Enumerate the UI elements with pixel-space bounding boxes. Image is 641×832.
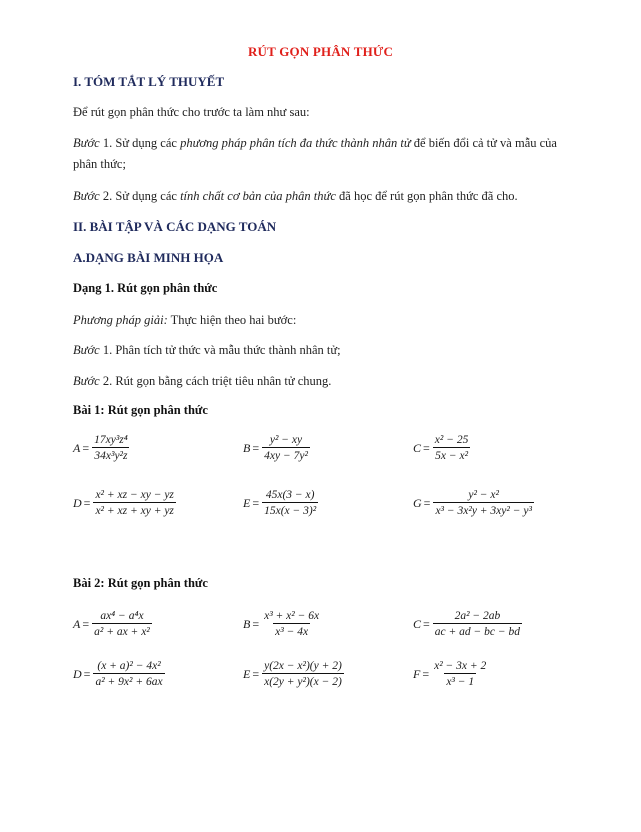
step-text: 1. Phân tích tử thức và mẫu thức thành nhân tử; — [99, 343, 341, 357]
denominator: x³ − 4x — [273, 623, 310, 638]
step-text: 2. Rút gọn bằng cách triệt tiêu nhân tử chung. — [99, 374, 332, 388]
denominator: a² + 9x² + 6ax — [93, 673, 164, 688]
eq-sign: = — [252, 616, 260, 631]
bai-1-heading: Bài 1: Rút gọn phân thức — [73, 403, 208, 417]
expr-name: B — [243, 440, 251, 455]
expr-name: A — [73, 440, 81, 455]
numerator: x³ + x² − 6x — [264, 610, 320, 622]
fraction — [262, 610, 321, 638]
denominator: 4xy − 7y² — [262, 447, 310, 462]
numerator: y² − xy — [269, 434, 303, 446]
bai2-expr-A — [73, 610, 152, 638]
step-label: Bước — [73, 343, 100, 357]
fraction — [92, 434, 130, 462]
denominator: x(2y + y²)(x − 2) — [262, 673, 344, 688]
step-italic: phương pháp phân tích đa thức thành nhân tử — [180, 136, 411, 150]
expr-name: D — [73, 666, 82, 681]
bai2-expr-C — [413, 610, 522, 638]
step-label: Bước — [73, 374, 100, 388]
expr-name: F — [413, 666, 421, 681]
step-text-line2: phân thức; — [73, 157, 126, 171]
numerator: x² − 25 — [434, 434, 469, 446]
denominator: x³ − 3x²y + 3xy² − y³ — [433, 502, 533, 517]
dang-1-heading: Dạng 1. Rút gọn phân thức — [73, 281, 218, 295]
numerator: 17xy³z⁴ — [94, 434, 128, 446]
fraction — [93, 660, 164, 688]
step-text-rest: đã học để rút gọn phân thức đã cho. — [335, 189, 518, 203]
expr-name: B — [243, 616, 251, 631]
fraction — [92, 610, 152, 638]
numerator: x² + xz − xy − yz — [95, 489, 174, 501]
eq-sign: = — [423, 495, 431, 510]
fraction — [433, 489, 533, 517]
numerator: 2a² − 2ab — [454, 610, 501, 622]
bai2-expr-E — [243, 660, 344, 688]
section-heading-theory: I. TÓM TẮT LÝ THUYẾT — [73, 74, 225, 89]
eq-sign: = — [252, 666, 260, 681]
bai1-expr-E — [243, 489, 318, 517]
method-step-1 — [73, 340, 573, 361]
step-label: Bước — [73, 136, 100, 150]
intro-text: Để rút gọn phân thức cho trước ta làm như sau: — [73, 105, 310, 119]
method-text — [73, 310, 573, 331]
method-rest: Thực hiện theo hai bước: — [167, 313, 297, 327]
numerator: 45x(3 − x) — [265, 489, 315, 501]
denominator: a² + ax + x² — [92, 623, 152, 638]
fraction — [93, 489, 175, 517]
section-heading-exercises: II. BÀI TẬP VÀ CÁC DẠNG TOÁN — [73, 219, 277, 234]
theory-step-2 — [73, 186, 573, 207]
denominator: 15x(x − 3)² — [262, 502, 318, 517]
eq-sign: = — [82, 440, 90, 455]
bai1-expr-C — [413, 434, 470, 462]
expr-name: D — [73, 495, 82, 510]
subheading-examples: A.DẠNG BÀI MINH HỌA — [73, 250, 224, 265]
eq-sign: = — [252, 495, 260, 510]
step-label: Bước — [73, 189, 100, 203]
bai2-expr-F — [413, 660, 488, 688]
bai1-expr-B — [243, 434, 310, 462]
fraction — [433, 610, 522, 638]
step-text: 2. Sử dụng các — [99, 189, 181, 203]
eq-sign: = — [423, 440, 430, 455]
bai2-expr-B — [243, 610, 321, 638]
numerator: x² − 3x + 2 — [434, 660, 487, 672]
bai-2-heading: Bài 2: Rút gọn phân thức — [73, 576, 208, 590]
denominator: x³ − 1 — [444, 673, 476, 688]
denominator: x² + xz + xy + yz — [93, 502, 175, 517]
eq-sign: = — [252, 440, 260, 455]
step-italic: tính chất cơ bản của phân thức — [180, 189, 336, 203]
fraction — [262, 434, 310, 462]
fraction — [432, 660, 488, 688]
numerator: ax⁴ − a⁴x — [100, 610, 144, 622]
eq-sign: = — [83, 495, 91, 510]
fraction — [262, 489, 318, 517]
method-label: Phương pháp giải: — [73, 313, 168, 327]
expr-name: G — [413, 495, 422, 510]
fraction — [262, 660, 344, 688]
expr-name: E — [243, 666, 251, 681]
eq-sign: = — [83, 666, 91, 681]
step-text-rest: để biến đổi cả tử và mẫu của — [410, 136, 557, 150]
denominator: 34x³y²z — [92, 447, 129, 462]
step-text: 1. Sử dụng các — [99, 136, 181, 150]
method-step-2 — [73, 371, 573, 392]
bai2-expr-D — [73, 660, 165, 688]
eq-sign: = — [423, 616, 430, 631]
numerator: y(2x − x²)(y + 2) — [264, 660, 342, 672]
numerator: (x + a)² − 4x² — [97, 660, 161, 672]
numerator: y² − x² — [468, 489, 499, 501]
bai1-expr-G — [413, 489, 534, 517]
eq-sign: = — [82, 616, 90, 631]
theory-step-1 — [73, 133, 573, 175]
expr-name: A — [73, 616, 81, 631]
expr-name: C — [413, 440, 422, 455]
expr-name: C — [413, 616, 422, 631]
bai1-expr-A — [73, 434, 130, 462]
bai1-expr-D — [73, 489, 176, 517]
denominator: ac + ad − bc − bd — [433, 623, 522, 638]
expr-name: E — [243, 495, 251, 510]
eq-sign: = — [422, 666, 430, 681]
fraction — [433, 434, 471, 462]
denominator: 5x − x² — [433, 447, 470, 462]
page-title: RÚT GỌN PHÂN THỨC — [247, 44, 394, 59]
